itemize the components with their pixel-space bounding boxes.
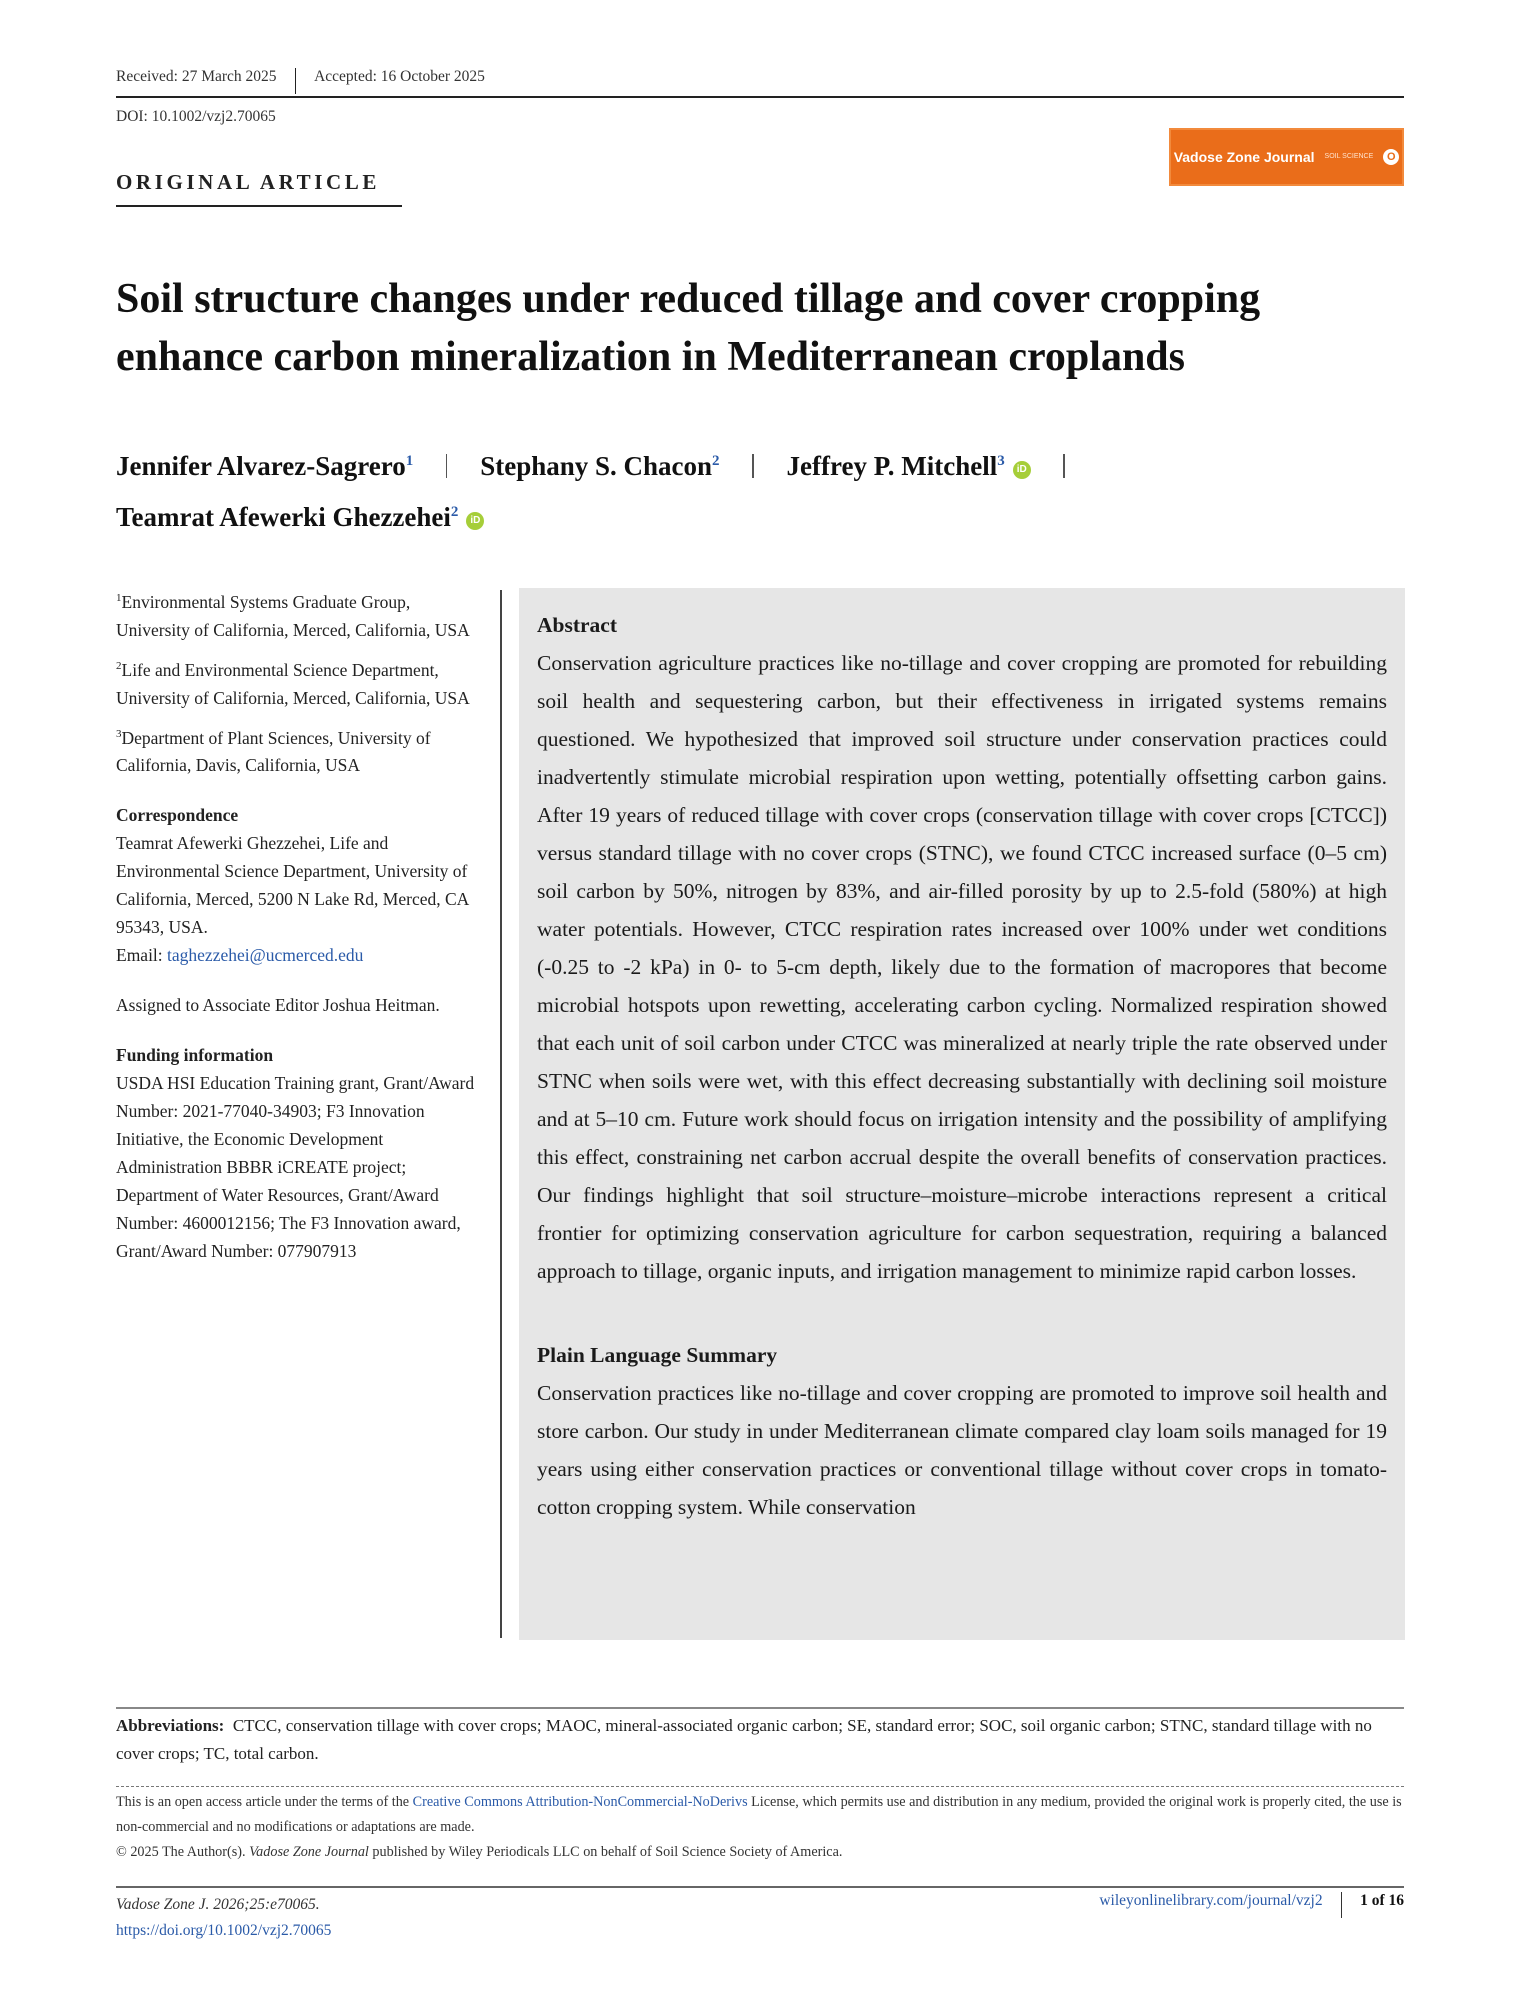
affiliation-text: Life and Environmental Science Department, University of California, Merced, California, USA <box>116 659 470 708</box>
author-name[interactable]: Jeffrey P. Mitchell <box>786 451 998 481</box>
correspondence-text: Teamrat Afewerki Ghezzehei, Life and Environmental Science Department, University of California, Merced, 5200 N Lake Rd, Merced, CA 95343, USA. <box>116 833 469 938</box>
column-divider <box>500 590 502 1638</box>
abstract-box <box>519 588 1405 1640</box>
orcid-icon[interactable]: iD <box>1013 461 1031 479</box>
affiliation <box>116 652 476 712</box>
section-label-underline <box>116 205 402 207</box>
license-pre: This is an open access article under the terms of the <box>116 1794 410 1810</box>
article-doi: DOI: 10.1002/vzj2.70065 <box>116 108 276 125</box>
article-title: Soil structure changes under reduced tillage and cover cropping enhance carbon mineralization in Mediterranean croplands <box>116 276 1261 380</box>
plain-summary-heading: Plain Language Summary <box>537 1343 778 1367</box>
email-label: Email: <box>116 945 163 966</box>
journal-logo[interactable] <box>1169 128 1404 186</box>
received-date: Received: 27 March 2025 <box>116 68 277 85</box>
correspondence-heading: Correspondence <box>116 805 239 826</box>
plain-summary-text: Conservation practices like no-tillage and cover cropping are promoted to improve soil health and store carbon. Our study in under Mediterranean climate compared clay loam soils managed for 19 years using either conservation practices or conventional tillage without cover crops in tomato-cotton cropping system. While conservation <box>537 1381 1387 1519</box>
abbreviations-rule <box>116 1707 1404 1709</box>
abbreviations-text: CTCC, conservation tillage with cover crops; MAOC, mineral-associated organic carbon; SE, standard error; SOC, soil organic carbon; STNC, standard tillage with no cover crops; TC, total carbon. <box>116 1716 1372 1763</box>
footer-separator <box>1341 1892 1343 1918</box>
editor-note: Assigned to Associate Editor Joshua Heitman. <box>116 995 440 1016</box>
author-affiliation-ref[interactable]: 3 <box>997 453 1005 469</box>
abstract-heading: Abstract <box>537 613 618 637</box>
affiliation <box>116 584 476 644</box>
article-dates <box>116 68 1404 94</box>
affiliation-text: Environmental Systems Graduate Group, University of California, Merced, California, USA <box>116 591 470 640</box>
author-affiliation-ref[interactable]: 2 <box>712 453 720 469</box>
orcid-icon[interactable]: iD <box>466 512 484 530</box>
header-rule <box>116 96 1404 98</box>
article-info-column <box>116 584 476 1265</box>
footer-site-link[interactable]: wileyonlinelibrary.com/journal/vzj2 <box>1099 1892 1323 1909</box>
author-name[interactable]: Jennifer Alvarez-Sagrero <box>116 451 406 481</box>
abstract-text: Conservation agriculture practices like no-tillage and cover cropping are promoted for rebuilding soil health and sequestering carbon, but their effectiveness in irrigated systems remains questioned. We hypothesized that improved soil structure under conservation practices could inadvertently stimulate microbial respiration upon wetting, potentially offsetting carbon gains. After 19 years of reduced tillage with cover crops (conservation tillage with cover crops [CTCC]) versus standard tillage with no cover crops (STNC), we found CTCC increased surface (0–5 cm) soil carbon by 50%, nitrogen by 83%, and air-filled porosity by up to 2.5-fold (580%) at high water potentials. However, CTCC respiration rates increased over 100% under wet conditions (-0.25 to -2 kPa) in 0- to 5-cm depth, likely due to the formation of macropores that become microbial hotspots upon rewetting, accelerating carbon cycling. Normalized respiration showed that each unit of soil carbon under CTCC was mineralized at nearly triple the rate observed under STNC when soils were wet, with this effect decreasing substantially with declining soil moisture and at 5–10 cm. Future work should focus on irrigation intensity and the possibility of amplifying this effect, constraining net carbon accrual despite the overall benefits of conservation practices. Our findings highlight that soil structure–moisture–microbe interactions represent a critical frontier for optimizing conservation agriculture for carbon sequestration, requiring a balanced approach to tillage, organic inputs, and irrigation management to minimize rapid carbon losses. <box>537 651 1387 1283</box>
funding-text: USDA HSI Education Training grant, Grant/Award Number: 2021-77040-34903; F3 Innovation Initiative, the Economic Development Administration BBBR iCREATE project; Department of Water Resources, Grant/Award Number: 4600012156; The F3 Innovation award, Grant/Award Number: 077907913 <box>116 1073 475 1262</box>
abbreviations <box>116 1712 1404 1768</box>
footer-rule <box>116 1886 1404 1888</box>
author-separator <box>446 454 448 478</box>
author-name[interactable]: Stephany S. Chacon <box>480 451 713 481</box>
affiliation <box>116 720 476 780</box>
license-post: License, which permits use and distribution in any medium, provided the original work is properly cited, the use is non-commercial and no modifications or adaptations are made. <box>116 1794 1402 1835</box>
journal-logo-subtext: SOIL SCIENCE <box>1324 153 1374 160</box>
abbreviations-label: Abbreviations: <box>116 1716 225 1735</box>
affiliation-number: 1 <box>116 592 122 604</box>
author-list <box>116 438 1406 540</box>
copyright-pre: © 2025 The Author(s). <box>116 1844 246 1860</box>
author-separator <box>752 454 754 478</box>
author-name[interactable]: Teamrat Afewerki Ghezzehei <box>116 502 451 532</box>
open-access-icon: O <box>1383 149 1399 165</box>
author-affiliation-ref[interactable]: 2 <box>450 504 459 520</box>
section-label: ORIGINAL ARTICLE <box>116 170 381 194</box>
correspondence-email-line <box>116 941 476 969</box>
license-link[interactable]: Creative Commons Attribution-NonCommercial-NoDerivs <box>412 1794 748 1810</box>
footer-citation: Vadose Zone J. 2026;25:e70065. <box>116 1896 320 1913</box>
author-separator <box>1063 454 1065 478</box>
affiliation-text: Department of Plant Sciences, University of California, Davis, California, USA <box>116 727 431 776</box>
author-affiliation-ref[interactable]: 1 <box>405 453 414 469</box>
license-rule <box>116 1786 1404 1787</box>
email-link[interactable]: taghezzehei@ucmerced.edu <box>167 945 364 966</box>
journal-logo-text: Vadose Zone Journal <box>1173 149 1315 165</box>
footer-citation-block <box>116 1892 331 1944</box>
footer-page-info <box>1099 1892 1404 1918</box>
copyright-post: published by Wiley Periodicals LLC on behalf of Soil Science Society of America. <box>372 1844 843 1860</box>
license-notice <box>116 1790 1404 1865</box>
funding-heading: Funding information <box>116 1045 274 1066</box>
affiliation-number: 3 <box>116 727 122 740</box>
affiliation-number: 2 <box>116 659 122 672</box>
page-number: 1 of 16 <box>1360 1892 1404 1909</box>
footer-doi-link[interactable]: https://doi.org/10.1002/vzj2.70065 <box>116 1922 332 1939</box>
copyright-journal: Vadose Zone Journal <box>249 1844 369 1860</box>
header-separator <box>295 68 297 94</box>
accepted-date: Accepted: 16 October 2025 <box>314 68 485 85</box>
